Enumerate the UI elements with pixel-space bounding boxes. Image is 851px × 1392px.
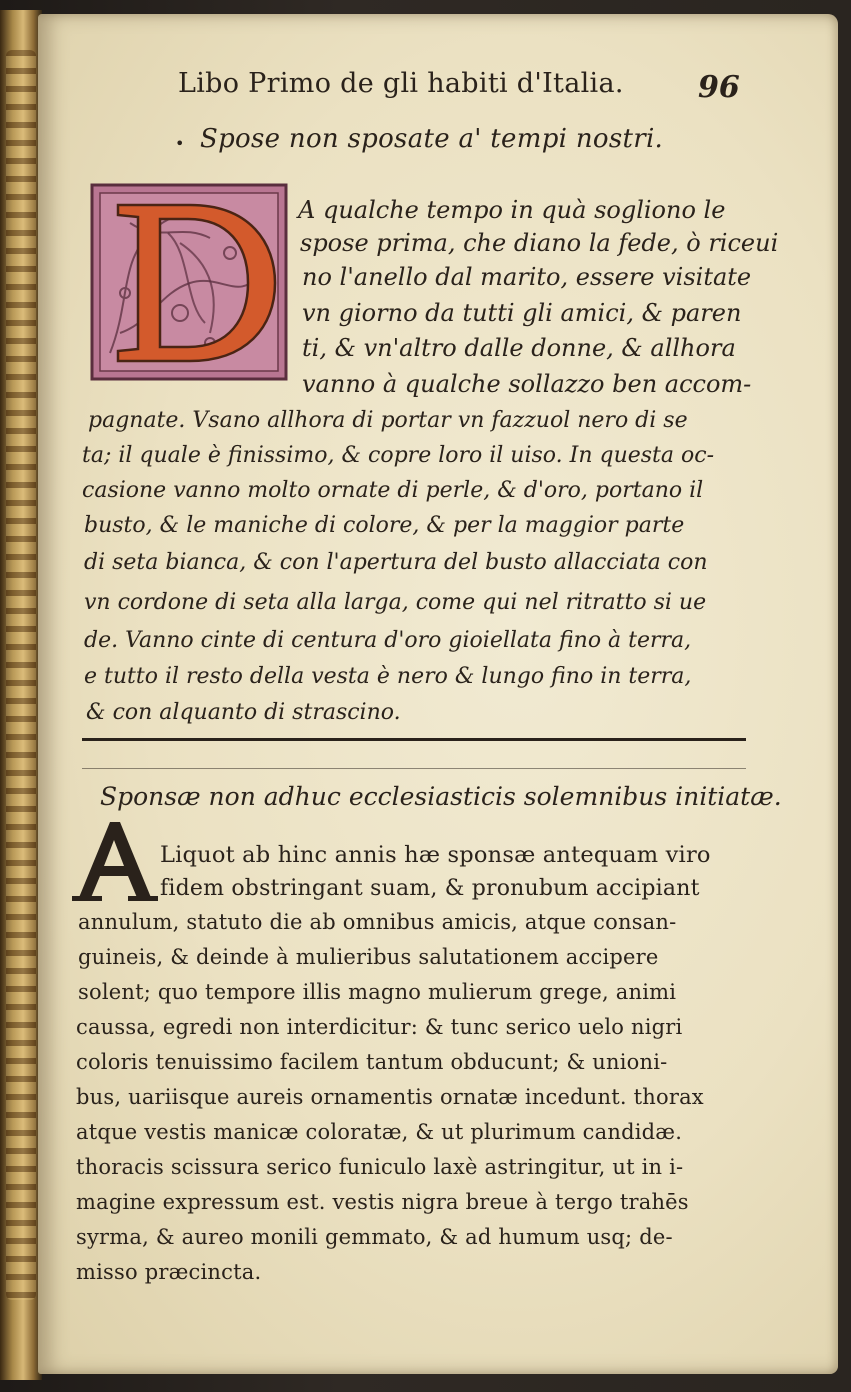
italian-text-line: e tutto il resto della vesta è nero & lungo fino in terra, — [84, 664, 692, 689]
latin-text-line: atque vestis manicæ coloratæ, & ut plurimum candidæ. — [76, 1120, 683, 1144]
italian-text-line: busto, & le maniche di colore, & per la maggior parte — [84, 513, 685, 538]
italian-text-line: & con alquanto di strascino. — [86, 700, 401, 725]
latin-text-line: misso præcincta. — [76, 1260, 262, 1284]
latin-text-line: bus, uariisque aureis ornamentis ornatæ incedunt. thorax — [76, 1085, 704, 1109]
page-number: 96 — [698, 70, 740, 105]
italian-text-line: ta; il quale è finissimo, & copre loro il uiso. In questa oc- — [82, 443, 715, 468]
section-divider — [82, 738, 746, 741]
italian-text-line: de. Vanno cinte di centura d'oro gioiellata fino à terra, — [84, 628, 692, 653]
facing-page-ornament — [6, 50, 36, 1300]
latin-text-line: Liquot ab hinc annis hæ sponsæ antequam viro — [160, 842, 711, 868]
latin-text-line: solent; quo tempore illis magno mulierum grege, animi — [78, 980, 677, 1004]
latin-text-line: syrma, & aureo monili gemmato, & ad humum usq; de- — [76, 1225, 673, 1249]
italian-section-title: Spose non sposate a' tempi nostri. — [200, 124, 664, 154]
running-title: Libo Primo de gli habiti d'Italia. — [178, 68, 624, 99]
decorated-initial-d — [90, 183, 288, 383]
italian-text-line: casione vanno molto ornate di perle, & d'oro, portano il — [82, 478, 704, 503]
latin-text-line: annulum, statuto die ab omnibus amicis, atque consan- — [78, 910, 677, 934]
latin-text-line: caussa, egredi non interdicitur: & tunc serico uelo nigri — [76, 1015, 683, 1039]
initial-a — [72, 820, 158, 904]
italian-text-line: ti, & vn'altro dalle donne, & allhora — [302, 334, 736, 362]
latin-text-line: magine expressum est. vestis nigra breue à tergo trahēs — [76, 1190, 689, 1214]
latin-text-line: guineis, & deinde à mulieribus salutationem accipere — [78, 945, 659, 969]
italian-text-line: spose prima, che diano la fede, ò riceui — [300, 229, 779, 257]
italian-text-line: vn giorno da tutti gli amici, & paren — [302, 299, 742, 327]
latin-text-line: fidem obstringant suam, & pronubum accipiant — [160, 876, 700, 901]
italian-text-line: A qualche tempo in quà sogliono le — [298, 196, 726, 224]
italian-text-line: di seta bianca, & con l'apertura del busto allacciata con — [84, 550, 708, 575]
running-header — [178, 62, 778, 106]
initial-a-icon — [72, 820, 158, 904]
latin-text-line: thoracis scissura serico funiculo laxè astringitur, ut in i- — [76, 1155, 684, 1179]
section-divider-thin — [82, 768, 746, 769]
floral-initial-icon — [90, 183, 288, 383]
italian-text-line: pagnate. Vsano allhora di portar vn fazzuol nero di se — [88, 408, 688, 433]
latin-section-title: Sponsæ non adhuc ecclesiasticis solemnibus initiatæ. — [100, 782, 782, 811]
facing-page-edge — [0, 10, 42, 1380]
italian-text-line: vanno à qualche sollazzo ben accom- — [302, 370, 752, 398]
italian-text-line: no l'anello dal marito, essere visitate — [302, 263, 752, 291]
latin-text-line: coloris tenuissimo facilem tantum obducunt; & unioni- — [76, 1050, 668, 1074]
section-mark-icon: • — [175, 134, 185, 153]
italian-text-line: vn cordone di seta alla larga, come qui nel ritratto si ue — [84, 590, 707, 615]
